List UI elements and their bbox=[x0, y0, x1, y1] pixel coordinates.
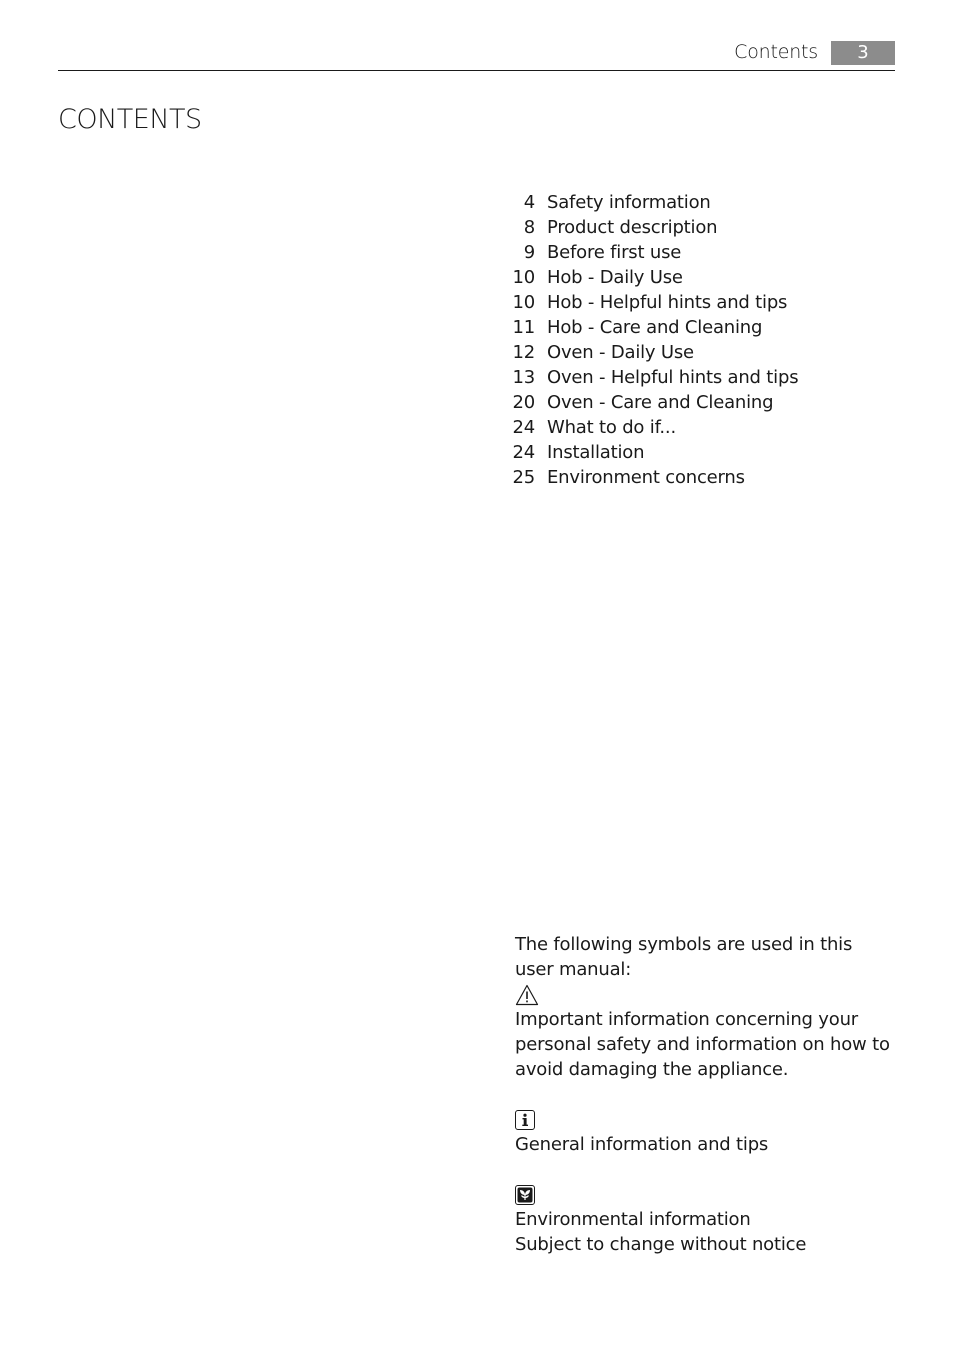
toc-item[interactable] bbox=[505, 365, 798, 390]
symbol-description: General information and tips bbox=[515, 1134, 769, 1155]
table-of-contents bbox=[505, 190, 798, 490]
toc-page-number: 10 bbox=[512, 292, 535, 313]
info-icon bbox=[515, 1110, 535, 1130]
running-header-section: Contents bbox=[734, 41, 818, 63]
toc-page-number: 9 bbox=[523, 242, 535, 263]
toc-entry-title: Environment concerns bbox=[547, 467, 745, 488]
toc-item[interactable] bbox=[505, 240, 798, 265]
toc-entry-title: Safety information bbox=[547, 192, 711, 213]
toc-entry-title: Hob - Helpful hints and tips bbox=[547, 292, 788, 313]
toc-page-number: 24 bbox=[512, 442, 535, 463]
symbol-block-environment bbox=[515, 1182, 895, 1232]
toc-item[interactable] bbox=[505, 265, 798, 290]
toc-entry-title: Hob - Care and Cleaning bbox=[547, 317, 763, 338]
toc-entry-title: Installation bbox=[547, 442, 645, 463]
toc-item[interactable] bbox=[505, 190, 798, 215]
toc-entry-title: Before first use bbox=[547, 242, 682, 263]
toc-page-number: 8 bbox=[523, 217, 535, 238]
toc-page-number: 13 bbox=[512, 367, 535, 388]
toc-entry-title: Product description bbox=[547, 217, 718, 238]
toc-page-number: 12 bbox=[512, 342, 535, 363]
toc-item[interactable] bbox=[505, 465, 798, 490]
page-number-badge: 3 bbox=[831, 41, 895, 65]
toc-entry-title: Oven - Daily Use bbox=[547, 342, 694, 363]
toc-item[interactable] bbox=[505, 290, 798, 315]
toc-item[interactable] bbox=[505, 340, 798, 365]
toc-page-number: 25 bbox=[512, 467, 535, 488]
toc-entry-title: Hob - Daily Use bbox=[547, 267, 683, 288]
page-title: CONTENTS bbox=[58, 104, 202, 135]
toc-item[interactable] bbox=[505, 390, 798, 415]
toc-page-number: 11 bbox=[512, 317, 535, 338]
toc-item[interactable] bbox=[505, 415, 798, 440]
environment-leaf-icon bbox=[515, 1185, 535, 1205]
symbol-description: Important information concerning your personal safety and information on how to avoid damaging the appliance. bbox=[515, 1009, 890, 1080]
toc-item[interactable] bbox=[505, 215, 798, 240]
symbol-block-info bbox=[515, 1107, 895, 1157]
toc-page-number: 10 bbox=[512, 267, 535, 288]
symbols-intro: The following symbols are used in this user manual: bbox=[515, 934, 853, 980]
toc-page-number: 20 bbox=[512, 392, 535, 413]
toc-page-number: 4 bbox=[523, 192, 535, 213]
warning-triangle-icon bbox=[515, 982, 895, 1007]
toc-page-number: 24 bbox=[512, 417, 535, 438]
toc-entry-title: Oven - Care and Cleaning bbox=[547, 392, 774, 413]
toc-entry-title: Oven - Helpful hints and tips bbox=[547, 367, 799, 388]
toc-entry-title: What to do if... bbox=[547, 417, 676, 438]
toc-item[interactable] bbox=[505, 440, 798, 465]
symbol-block-warning bbox=[515, 982, 895, 1082]
toc-item[interactable] bbox=[505, 315, 798, 340]
symbol-description: Environmental information bbox=[515, 1209, 751, 1230]
change-notice: Subject to change without notice bbox=[515, 1234, 807, 1255]
header-rule bbox=[58, 70, 895, 71]
symbols-legend bbox=[515, 932, 895, 1257]
